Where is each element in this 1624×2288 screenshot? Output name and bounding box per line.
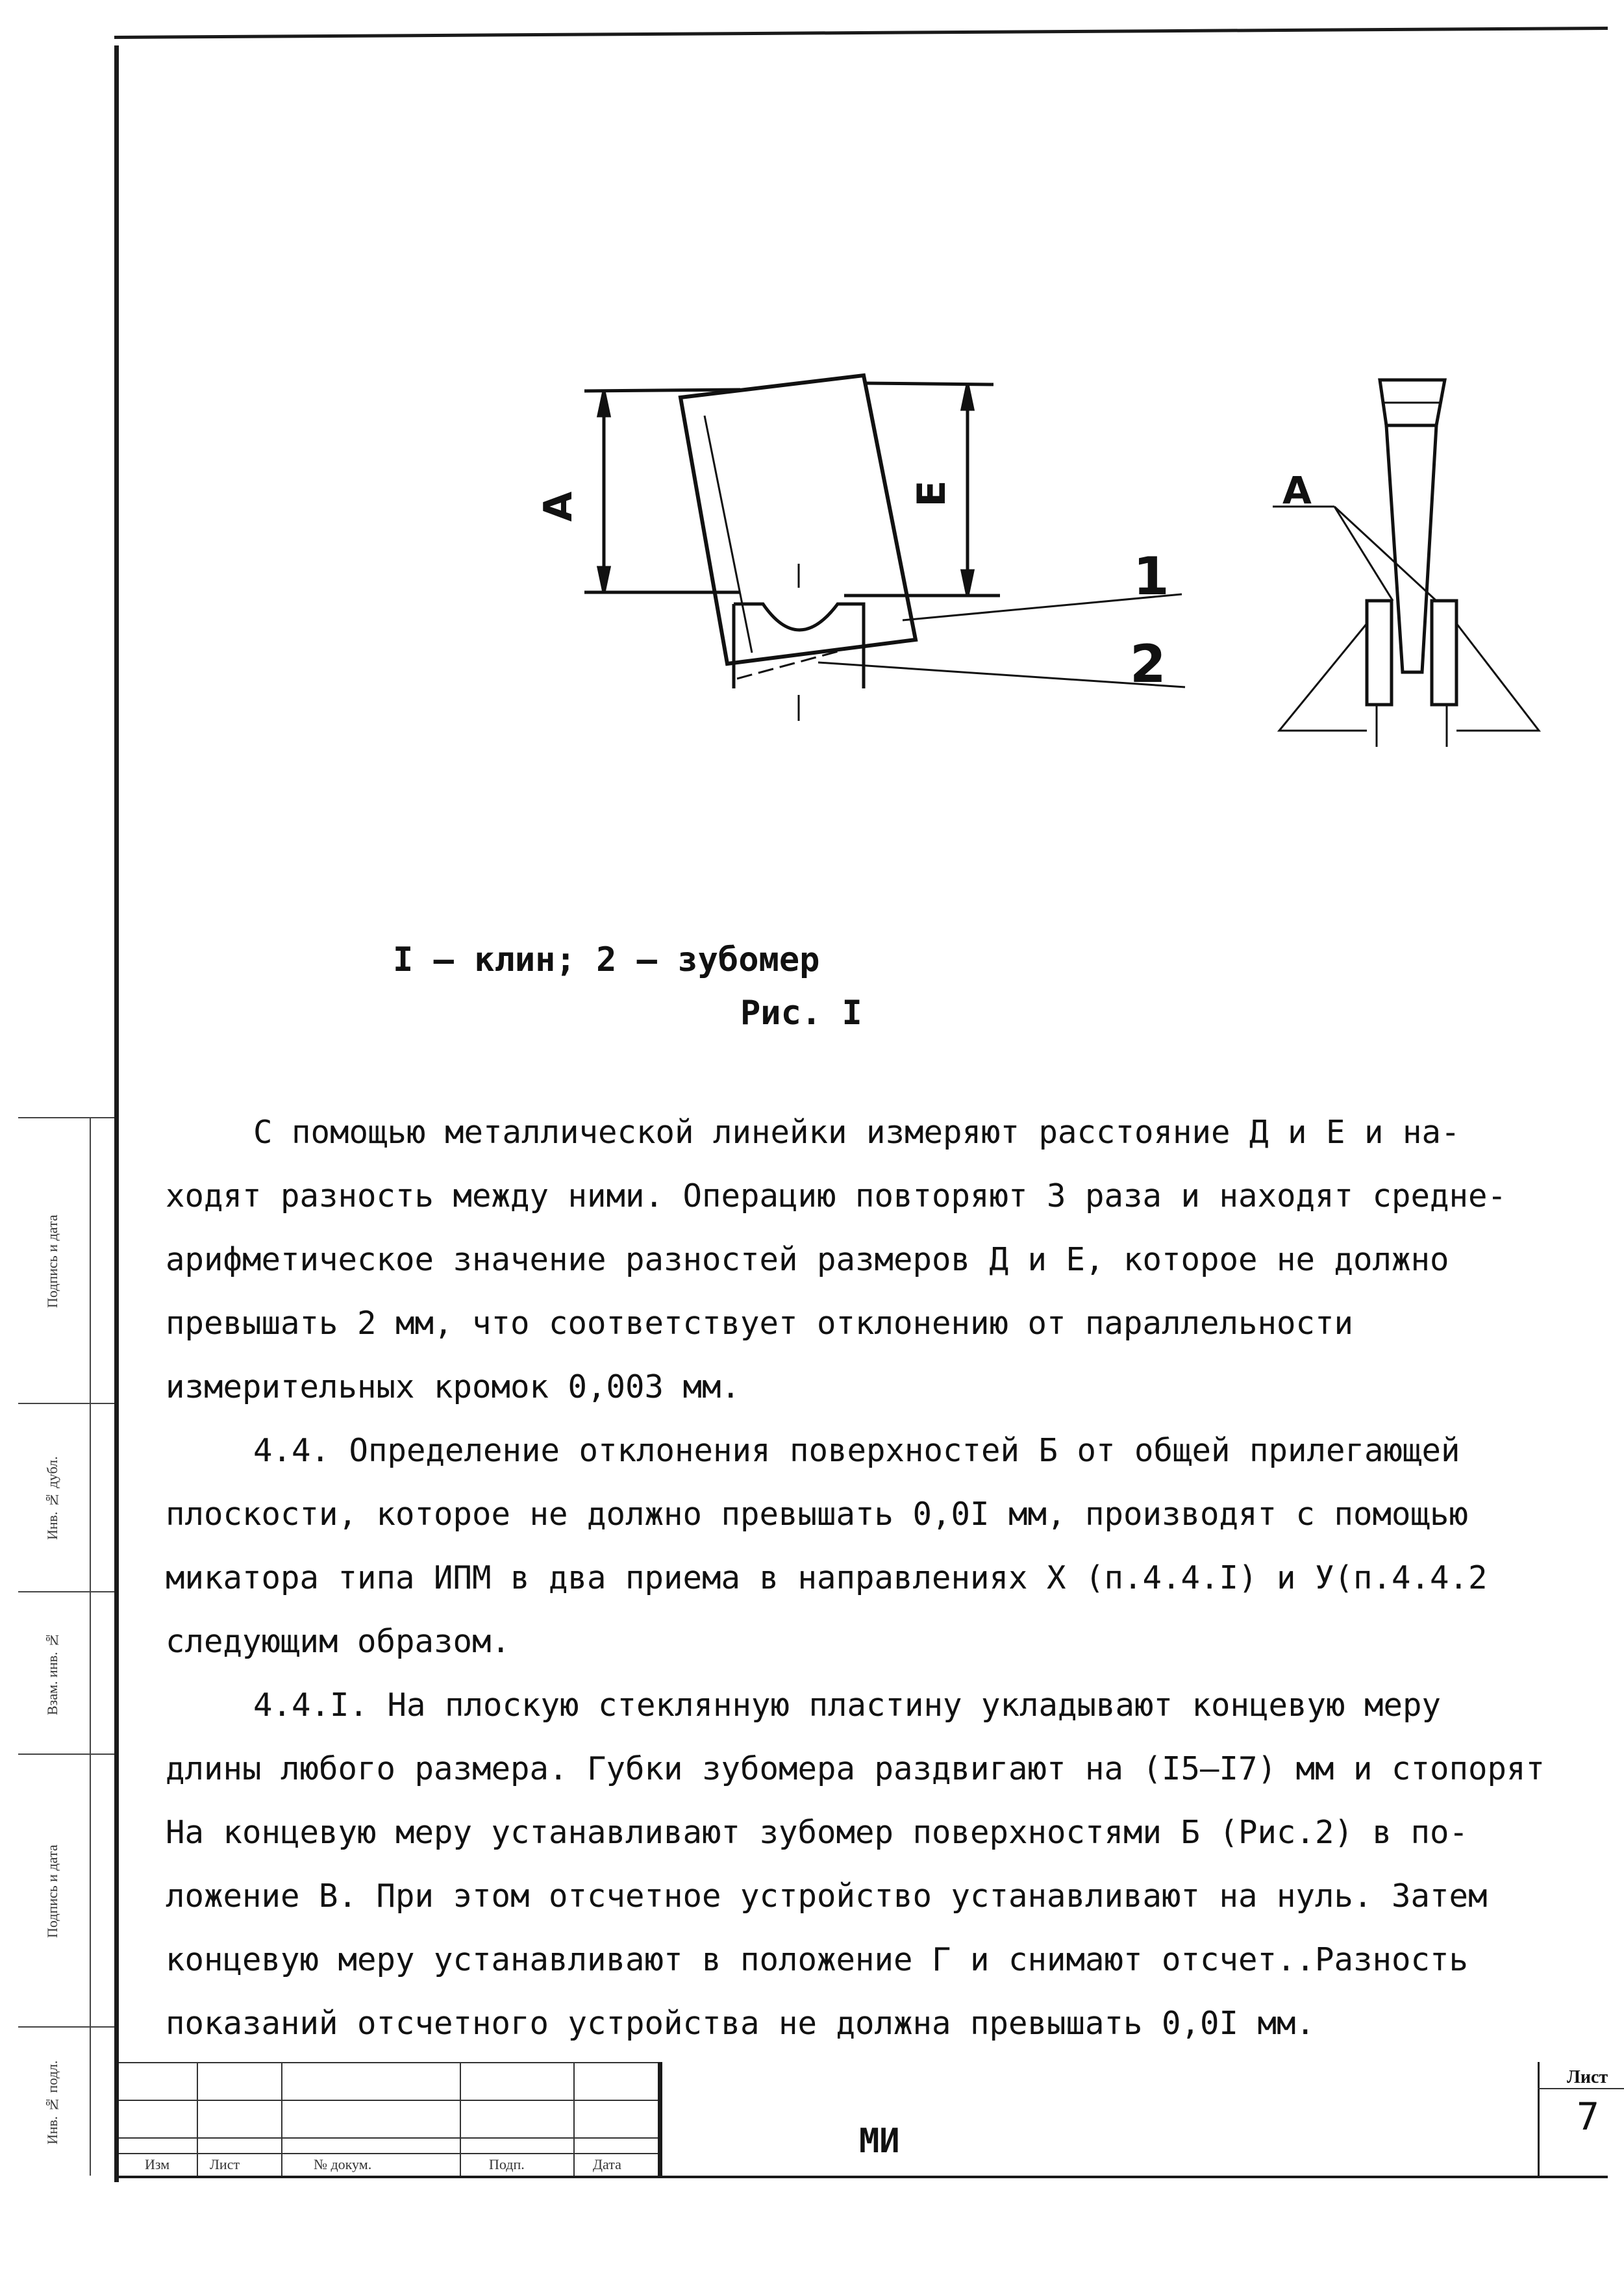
text-line: 4.4. Определение отклонения поверхностей Б от общей прилегающей bbox=[253, 1432, 1460, 1469]
side-cell bbox=[18, 1591, 114, 1755]
text-line: показаний отсчетного устройства не должна превышать 0,0I мм. bbox=[166, 2005, 1316, 2042]
text-line: концевую меру устанавливают в положение Г и снимают отсчет..Разность bbox=[166, 1941, 1469, 1978]
dimension-line-a-top bbox=[584, 390, 740, 391]
gauge-tooth-profile bbox=[734, 604, 864, 688]
wedge-inner-line bbox=[705, 416, 752, 653]
text-line: С помощью металлической линейки измеряют расстояние Д и Е и на- bbox=[253, 1114, 1460, 1151]
text-line: следующим образом. bbox=[166, 1623, 511, 1660]
title-block-divider bbox=[658, 2062, 662, 2176]
text-line: ложение В. При этом отсчетное устройство устанавливают на нуль. Затем bbox=[166, 1878, 1488, 1915]
side-label-original-inv: Инв. № подл. bbox=[44, 2060, 60, 2144]
arrow-head-e-bottom bbox=[962, 571, 973, 596]
table-col-divider bbox=[573, 2062, 575, 2176]
header-doc-number: № докум. bbox=[314, 2156, 372, 2172]
sheet-box-rule bbox=[1538, 2088, 1624, 2089]
figure-1-drawing bbox=[0, 0, 1624, 844]
sheet-number-box bbox=[1538, 2062, 1624, 2176]
text-line: плоскости, которое не должно превышать 0,0I мм, производят с помощью bbox=[166, 1496, 1469, 1533]
text-line: измерительных кромок 0,003 мм. bbox=[166, 1368, 741, 1405]
right-view-jaw-left bbox=[1367, 601, 1392, 705]
sheet-box-divider bbox=[1538, 2062, 1540, 2176]
table-col-divider bbox=[460, 2062, 461, 2176]
header-sheet: Лист bbox=[210, 2156, 240, 2172]
label-a-dimension: А bbox=[536, 491, 581, 522]
text-line: превышать 2 мм, что соответствует отклонению от параллельности bbox=[166, 1305, 1354, 1342]
paragraph-4-4-1 bbox=[166, 1674, 1614, 2055]
paragraph-measurement bbox=[166, 1101, 1614, 1419]
body-text bbox=[166, 1101, 1614, 2055]
right-view-wedge-taper bbox=[1386, 425, 1436, 672]
label-a-right-view: А bbox=[1282, 468, 1312, 512]
table-rule bbox=[119, 2062, 658, 2063]
right-view-leader-a-right bbox=[1334, 507, 1436, 601]
arrow-head-e-top bbox=[962, 384, 973, 409]
right-view-support-right bbox=[1456, 623, 1539, 731]
arrow-head-a-bottom bbox=[599, 568, 609, 592]
figure-caption-title: Рис. I bbox=[740, 994, 862, 1033]
side-stamp-strip bbox=[18, 1117, 114, 2176]
wedge-and-gauge-drawing bbox=[584, 375, 1539, 747]
document-code: МИ bbox=[859, 2122, 900, 2161]
side-label-signature-date: Подпись и дата bbox=[44, 1214, 60, 1308]
label-part-1: 1 bbox=[1133, 546, 1169, 607]
sheet-number: 7 bbox=[1577, 2094, 1599, 2139]
right-view-jaw-right bbox=[1432, 601, 1456, 705]
revision-table bbox=[119, 2062, 658, 2176]
side-label-signature-date-2: Подпись и дата bbox=[44, 1844, 60, 1938]
paragraph-4-4 bbox=[166, 1419, 1614, 1674]
text-line: ходят разность между ними. Операцию повторяют 3 раза и находят средне- bbox=[166, 1177, 1507, 1214]
header-date: Дата bbox=[593, 2156, 621, 2172]
sheet-label: Лист bbox=[1567, 2067, 1608, 2087]
side-cell bbox=[18, 1403, 114, 1592]
text-line: На концевую меру устанавливают зубомер поверхностями Б (Рис.2) в по- bbox=[166, 1814, 1469, 1851]
label-part-2: 2 bbox=[1130, 634, 1166, 694]
text-line: микатора типа ИПМ в два приема в направлениях X (п.4.4.I) и У(п.4.4.2 bbox=[166, 1559, 1488, 1596]
table-col-divider bbox=[197, 2062, 198, 2176]
table-col-divider bbox=[281, 2062, 282, 2176]
arrow-head-a-top bbox=[599, 391, 609, 416]
frame-bottom-border bbox=[114, 2176, 1608, 2178]
text-line: 4.4.I. На плоскую стеклянную пластину укладывают концевую меру bbox=[253, 1687, 1442, 1724]
text-line: арифметическое значение разностей размеров Д и Е, которое не должно bbox=[166, 1241, 1449, 1278]
side-label-replace-inv: Взам. инв. № bbox=[44, 1632, 60, 1715]
figure-caption-legend: I – клин; 2 – зубомер bbox=[393, 940, 820, 979]
dimension-line-e-top bbox=[864, 383, 993, 384]
side-cell bbox=[18, 2026, 114, 2177]
right-view-support-left bbox=[1279, 623, 1367, 731]
title-block bbox=[119, 2062, 1624, 2176]
side-label-dup-inv: Инв. № дубл. bbox=[44, 1456, 60, 1540]
wedge-outline bbox=[681, 375, 916, 664]
table-rule bbox=[119, 2153, 658, 2154]
text-line: длины любого размера. Губки зубомера раздвигают на (I5–I7) мм и стопорят bbox=[166, 1750, 1545, 1787]
side-cell bbox=[18, 1117, 114, 1404]
table-rule bbox=[119, 2100, 658, 2101]
header-change: Изм bbox=[145, 2156, 170, 2172]
header-signature: Подп. bbox=[489, 2156, 525, 2172]
table-rule bbox=[119, 2137, 658, 2139]
side-cell bbox=[18, 1754, 114, 2028]
label-e-dimension: Е bbox=[909, 480, 955, 507]
